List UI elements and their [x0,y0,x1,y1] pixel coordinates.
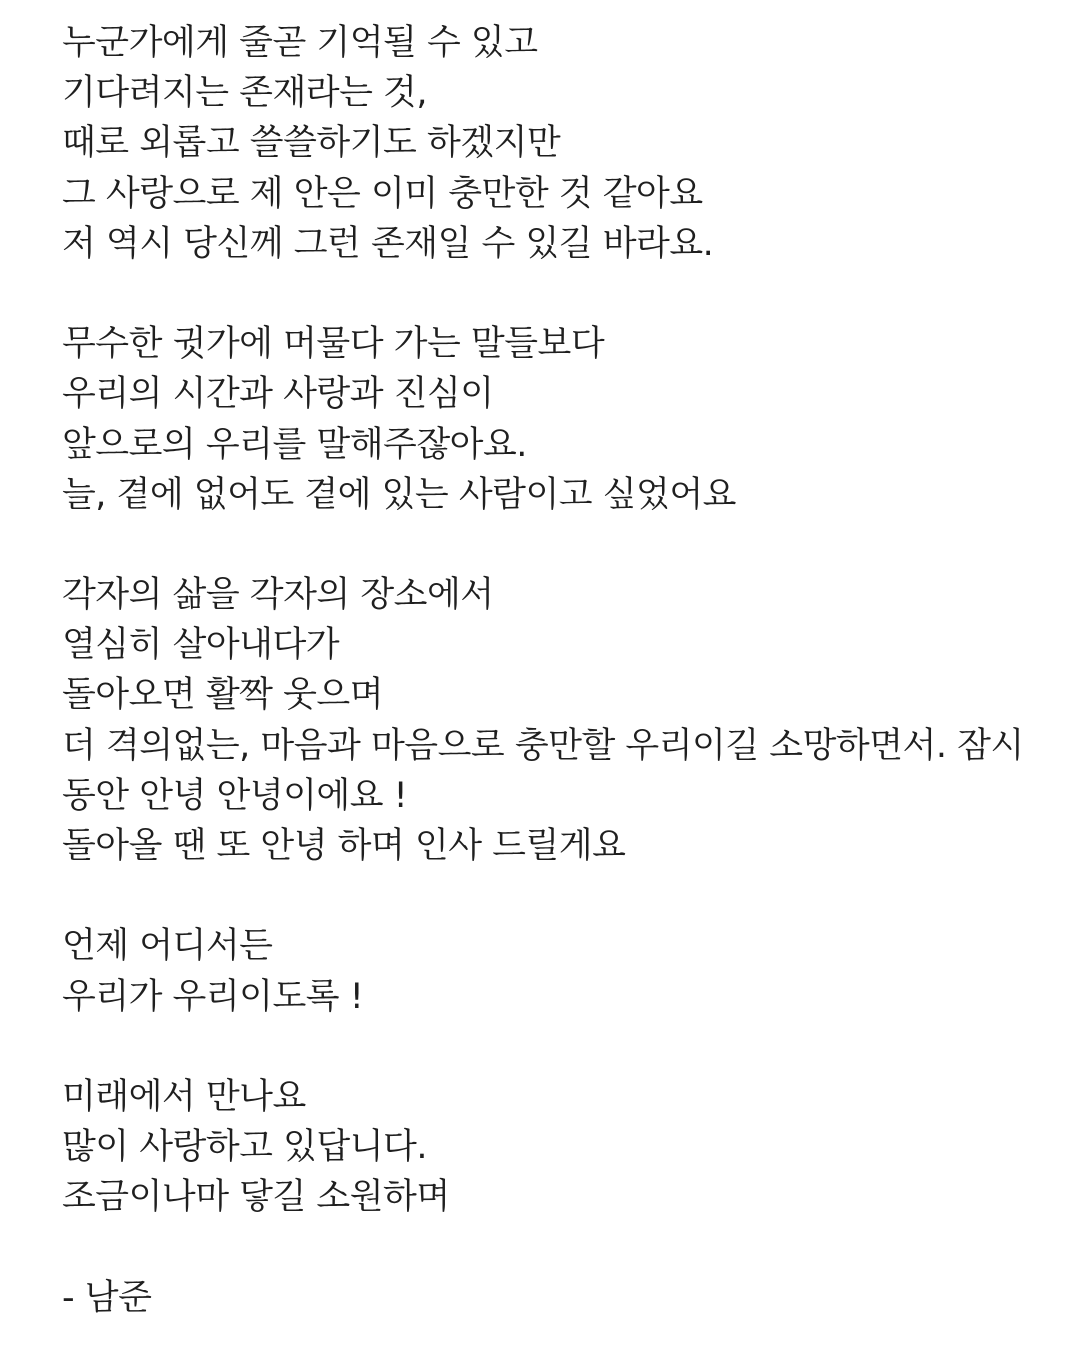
letter-line: 그 사랑으로 제 안은 이미 충만한 것 같아요 [62,173,703,214]
letter-line: 많이 사랑하고 있답니다. [62,1127,427,1168]
letter-body [62,18,1062,1323]
letter-line: 우리의 시간과 사랑과 진심이 [62,374,494,415]
letter-line: 늘, 곁에 없어도 곁에 있는 사람이고 싶었어요 [62,474,736,515]
letter-line: 우리가 우리이도록 ! [62,976,364,1017]
letter-line: 때로 외롭고 쓸쓸하기도 하겠지만 [62,123,561,164]
letter-line: 동안 안녕 안녕이에요 ! [62,775,408,816]
letter-line: 언제 어디서든 [62,926,273,967]
letter-line: 더 격의없는, 마음과 마음으로 충만할 우리이길 소망하면서. 잠시 [62,725,1024,766]
letter-line: 무수한 귓가에 머물다 가는 말들보다 [62,324,605,365]
signature: - 남준 [62,1277,152,1318]
letter-line: 돌아오면 활짝 웃으며 [62,675,384,716]
letter-line: 앞으로의 우리를 말해주잖아요. [62,424,527,465]
stanza-3 [62,570,1062,871]
letter-line: 기다려지는 존재라는 것, [62,73,427,114]
letter-line: 각자의 삶을 각자의 장소에서 [62,575,494,616]
letter-line: 돌아올 땐 또 안녕 하며 인사 드릴게요 [62,826,626,866]
letter-line: 저 역시 당신께 그런 존재일 수 있길 바라요. [62,223,714,264]
stanza-2 [62,319,1062,520]
letter-line: 미래에서 만나요 [62,1076,306,1117]
stanza-5 [62,1072,1062,1223]
stanza-1 [62,18,1062,269]
letter-line: 열심히 살아내다가 [62,625,340,666]
letter-line: 조금이나마 닿길 소원하며 [62,1177,450,1218]
stanza-4 [62,921,1062,1021]
letter-line: 누군가에게 줄곧 기억될 수 있고 [62,23,538,63]
